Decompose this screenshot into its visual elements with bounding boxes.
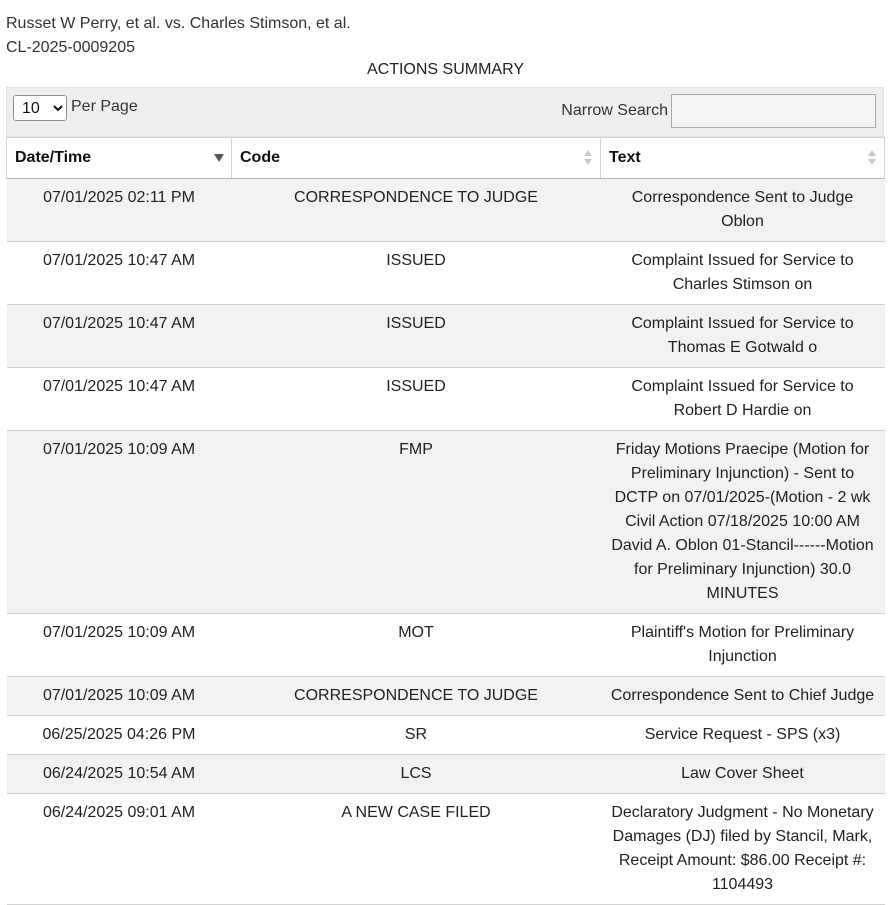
text-cell: Friday Motions Praecipe (Motion for Preliminary Injunction) - Sent to DCTP on 07/01/2025-(Motion - 2 wk Civil Action 07/18/2025 10:00 AM David A. Oblon 01-Stancil------Motion for Preliminary Injunction) 30.0 MINUTES	[601, 431, 885, 614]
code-cell: ISSUED	[232, 305, 601, 368]
text-cell: Law Cover Sheet	[601, 755, 885, 794]
table-row	[7, 794, 885, 905]
table-row	[7, 677, 885, 716]
datetime-cell: 07/01/2025 10:09 AM	[7, 677, 232, 716]
table-row	[7, 179, 885, 242]
code-cell: LCS	[232, 755, 601, 794]
per-page-select[interactable]	[13, 95, 67, 121]
datetime-cell: 07/01/2025 10:47 AM	[7, 242, 232, 305]
datetime-cell: 06/24/2025 10:54 AM	[7, 755, 232, 794]
text-cell: Complaint Issued for Service to Robert D Hardie on	[601, 368, 885, 431]
case-number: CL-2025-0009205	[6, 39, 135, 56]
column-header-code[interactable]	[232, 138, 601, 179]
datetime-cell: 07/01/2025 02:11 PM	[7, 179, 232, 242]
datetime-cell: 06/25/2025 04:26 PM	[7, 716, 232, 755]
code-cell: ISSUED	[232, 242, 601, 305]
actions-table	[6, 137, 885, 905]
per-page-label: Per Page	[71, 98, 138, 115]
datetime-cell: 07/01/2025 10:09 AM	[7, 431, 232, 614]
narrow-search-input[interactable]	[671, 94, 876, 128]
text-cell: Plaintiff's Motion for Preliminary Injunction	[601, 614, 885, 677]
column-header-label: Text	[609, 149, 641, 166]
table-row	[7, 716, 885, 755]
code-cell: FMP	[232, 431, 601, 614]
datetime-cell: 06/24/2025 09:01 AM	[7, 794, 232, 905]
column-header-label: Date/Time	[15, 149, 92, 166]
table-row	[7, 614, 885, 677]
table-row	[7, 431, 885, 614]
table-controls	[6, 87, 884, 137]
table-row	[7, 242, 885, 305]
text-cell: Correspondence Sent to Judge Oblon	[601, 179, 885, 242]
table-row	[7, 305, 885, 368]
datetime-cell: 07/01/2025 10:47 AM	[7, 305, 232, 368]
table-header-row	[7, 138, 885, 179]
code-cell: ISSUED	[232, 368, 601, 431]
sort-descending-icon	[215, 150, 223, 166]
code-cell: MOT	[232, 614, 601, 677]
column-header-datetime[interactable]	[7, 138, 232, 179]
case-title: Russet W Perry, et al. vs. Charles Stimson, et al.	[6, 15, 351, 32]
code-cell: A NEW CASE FILED	[232, 794, 601, 905]
narrow-search-label: Narrow Search	[561, 102, 668, 119]
datetime-cell: 07/01/2025 10:47 AM	[7, 368, 232, 431]
code-cell: CORRESPONDENCE TO JUDGE	[232, 677, 601, 716]
column-header-text[interactable]	[601, 138, 885, 179]
text-cell: Correspondence Sent to Chief Judge	[601, 677, 885, 716]
text-cell: Declaratory Judgment - No Monetary Damages (DJ) filed by Stancil, Mark, Receipt Amount: $86.00 Receipt #: 1104493	[601, 794, 885, 905]
code-cell: SR	[232, 716, 601, 755]
table-row	[7, 755, 885, 794]
text-cell: Service Request - SPS (x3)	[601, 716, 885, 755]
column-header-label: Code	[240, 149, 280, 166]
text-cell: Complaint Issued for Service to Charles Stimson on	[601, 242, 885, 305]
table-row	[7, 368, 885, 431]
code-cell: CORRESPONDENCE TO JUDGE	[232, 179, 601, 242]
sort-icon	[868, 150, 876, 166]
summary-title: ACTIONS SUMMARY	[366, 61, 525, 78]
text-cell: Complaint Issued for Service to Thomas E Gotwald o	[601, 305, 885, 368]
datetime-cell: 07/01/2025 10:09 AM	[7, 614, 232, 677]
sort-icon	[584, 150, 592, 166]
